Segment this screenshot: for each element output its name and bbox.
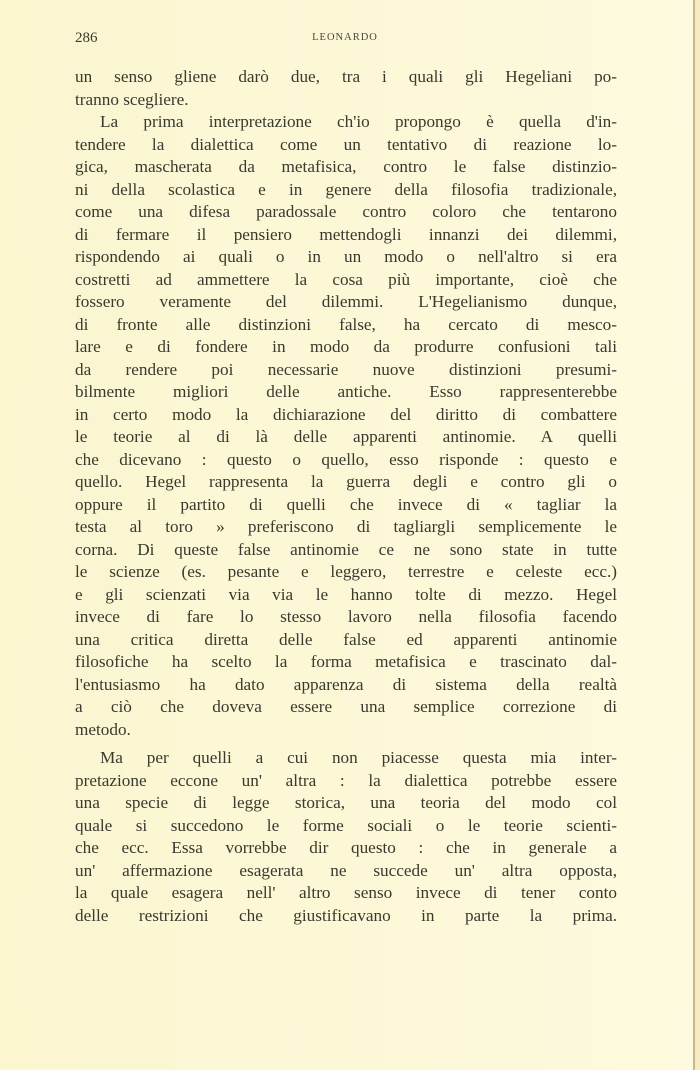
text-line: la quale esagera nell' altro senso invece di tener conto: [75, 883, 617, 902]
text-line: Ma per quelli a cui non piacesse questa mia inter-: [100, 748, 617, 767]
text-line: l'entusiasmo ha dato apparenza di sistema della realtà: [75, 674, 617, 694]
text-line: fossero veramente del dilemmi. L'Hegelianismo dunque,: [75, 292, 617, 311]
text-line: le teorie al di là delle apparenti antinomie. A quelli: [75, 427, 617, 446]
text-line: di fronte alle distinzioni false, ha cercato di mesco-: [75, 314, 617, 334]
text-line: una critica diretta delle false ed apparenti antinomie: [75, 629, 617, 649]
page-number: 286: [75, 30, 98, 46]
text-line: corna. Di queste false antinomie ce ne sono state in tutte: [75, 539, 617, 559]
page-edge-outer: [695, 0, 700, 1070]
text-line: quello. Hegel rappresenta la guerra degli e contro gli o: [75, 472, 617, 491]
paragraph: [75, 111, 617, 741]
text-line: metodo.: [75, 719, 131, 739]
text-line: lare e di fondere in modo da produrre confusioni tali: [75, 337, 617, 356]
text-line: un' affermazione esagerata ne succede un' altra opposta,: [75, 860, 617, 880]
paragraph: [75, 747, 617, 927]
text-line: un senso gliene darò due, tra i quali gli Hegeliani po-: [75, 67, 617, 86]
text-line: quale si succedono le forme sociali o le teorie scienti-: [75, 815, 617, 835]
text-line: delle restrizioni che giustificavano in parte la prima.: [75, 905, 617, 925]
text-line: una specie di legge storica, una teoria del modo col: [75, 793, 617, 812]
text-line: di fermare il pensiero mettendogli innanzi dei dilemmi,: [75, 224, 617, 244]
text-line: filosofiche ha scelto la forma metafisica e trascinato dal-: [75, 652, 617, 671]
text-line: gica, mascherata da metafisica, contro le false distinzio-: [75, 157, 617, 176]
text-line: pretazione eccone un' altra : la dialettica potrebbe essere: [75, 770, 617, 790]
text-line: in certo modo la dichiarazione del diritto di combattere: [75, 404, 617, 424]
text-line: che dicevano : questo o quello, esso risponde : questo e: [75, 449, 617, 469]
body-text: [75, 66, 617, 927]
page-header: [75, 30, 615, 50]
text-line: le scienze (es. pesante e leggero, terrestre e celeste ecc.): [75, 562, 617, 581]
text-line: oppure il partito di quelli che invece di « tagliar la: [75, 494, 617, 514]
text-line: invece di fare lo stesso lavoro nella filosofia facendo: [75, 607, 617, 626]
text-line: testa al toro » preferiscono di tagliargli semplicemente le: [75, 517, 617, 536]
text-line: e gli scienzati via via le hanno tolte di mezzo. Hegel: [75, 584, 617, 604]
text-line: costretti ad ammettere la cosa più importante, cioè che: [75, 269, 617, 289]
text-line: tranno scegliere.: [75, 89, 189, 109]
text-line: ni della scolastica e in genere della filosofia tradizionale,: [75, 179, 617, 199]
paragraph: [75, 66, 617, 111]
text-line: da rendere poi necessarie nuove distinzioni presumi-: [75, 359, 617, 379]
text-line: a ciò che doveva essere una semplice correzione di: [75, 697, 617, 716]
text-line: bilmente migliori delle antiche. Esso rappresenterebbe: [75, 382, 617, 401]
text-line: che ecc. Essa vorrebbe dir questo : che in generale a: [75, 838, 617, 857]
text-line: rispondendo ai quali o in un modo o nell'altro si era: [75, 247, 617, 266]
text-line: La prima interpretazione ch'io propongo è quella d'in-: [100, 112, 617, 131]
text-line: come una difesa paradossale contro coloro che tentarono: [75, 202, 617, 221]
text-line: tendere la dialettica come un tentativo di reazione lo-: [75, 134, 617, 154]
running-head: LEONARDO: [312, 32, 378, 43]
